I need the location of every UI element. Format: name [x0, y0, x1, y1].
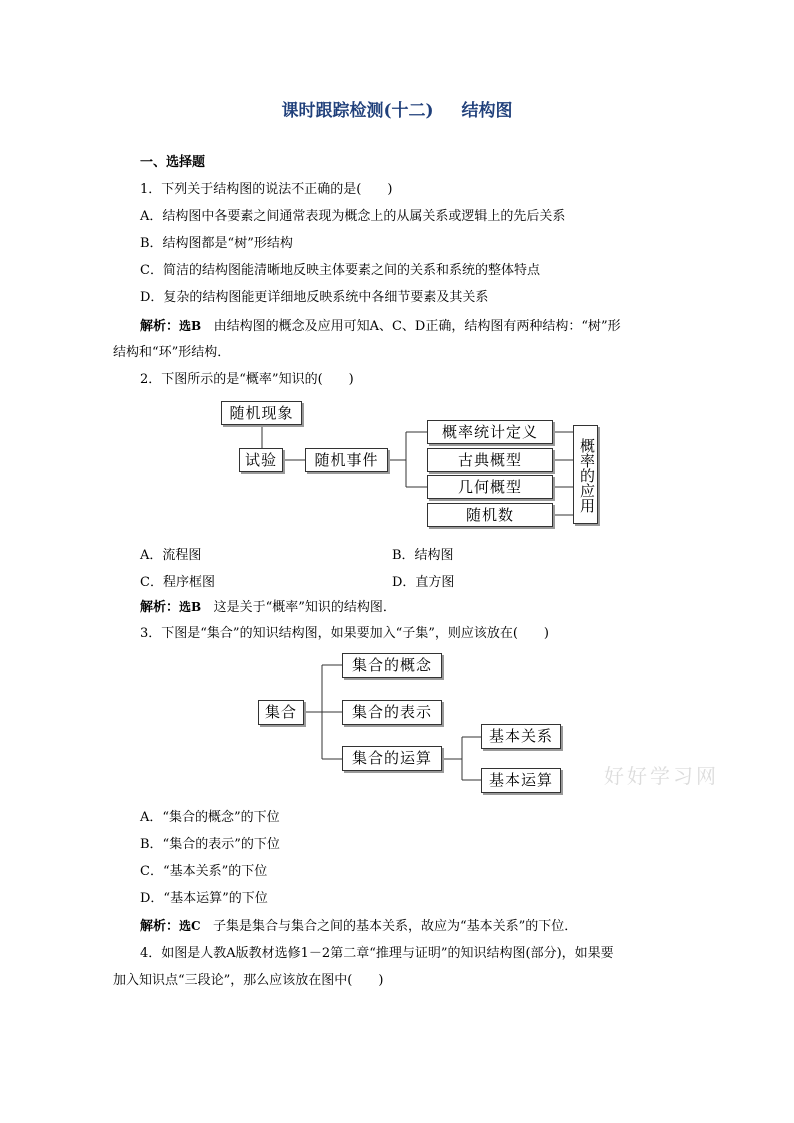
answer-choice: 选B [179, 319, 202, 333]
watermark: 好好学习网 [604, 764, 719, 788]
q4-stem-cont: 加入知识点“三段论”，那么应该放在图中( ) [113, 973, 384, 988]
diagram-node-basic-operation: 基本运算 [481, 768, 561, 793]
answer-choice: 选C [179, 919, 201, 933]
q1-option-d: D．复杂的结构图能更详细地反映系统中各细节要素及其关系 [140, 290, 489, 305]
section-heading: 一、选择题 [140, 155, 206, 170]
title-main: 课时跟踪检测(十二) [281, 101, 434, 121]
q2-option-b: B．结构图 [392, 548, 454, 563]
q3-option-a: A．“集合的概念”的下位 [140, 810, 280, 825]
q2-option-c: C．程序框图 [140, 575, 215, 590]
diagram-node-random-phenomenon: 随机现象 [221, 401, 302, 425]
diagram-node-set-representation: 集合的表示 [342, 700, 442, 725]
answer-label: 解析： [140, 319, 180, 334]
q3-answer [140, 917, 577, 936]
answer-text: 这是关于“概率”知识的结构图． [213, 600, 396, 615]
diagram-node-set-operations: 集合的运算 [342, 746, 442, 771]
q2-option-a: A．流程图 [140, 548, 202, 563]
q3-option-c: C．“基本关系”的下位 [140, 864, 268, 879]
q2-answer [140, 598, 396, 617]
q3-stem: 3．下图是“集合”的知识结构图，如果要加入“子集”，则应该放在( ) [140, 626, 549, 641]
q1-stem: 1．下列关于结构图的说法不正确的是( ) [140, 182, 393, 197]
diagram-node-set-concept: 集合的概念 [342, 653, 442, 678]
q1-option-a: A．结构图中各要素之间通常表现为概念上的从属关系或逻辑上的先后关系 [140, 209, 566, 224]
diagram-node-random-number: 随机数 [427, 503, 553, 527]
q3-option-b: B．“集合的表示”的下位 [140, 837, 280, 852]
answer-choice: 选B [179, 600, 202, 614]
answer-text: 子集是集合与集合之间的基本关系，故应为“基本关系”的下位． [212, 919, 578, 934]
q3-option-d: D．“基本运算”的下位 [140, 891, 268, 906]
title-sub: 结构图 [461, 101, 513, 121]
diagram-node-trial: 试验 [239, 448, 283, 472]
answer-label: 解析： [140, 600, 180, 615]
q2-stem: 2．下图所示的是“概率”知识的( ) [140, 372, 354, 387]
q1-answer [140, 317, 621, 336]
diagram-node-basic-relation: 基本关系 [481, 724, 561, 749]
answer-text: 由结构图的概念及应用可知A、C、D正确，结构图有两种结构：“树”形 [213, 319, 621, 334]
diagram-node-random-event: 随机事件 [305, 448, 388, 472]
diagram-node-geometric-model: 几何概型 [427, 475, 553, 499]
diagram-node-statistical-definition: 概率统计定义 [427, 420, 553, 444]
diagram-node-classical-model: 古典概型 [427, 448, 553, 472]
diagram-node-probability-application: 概率的应用 [573, 425, 598, 524]
q1-option-b: B．结构图都是“树”形结构 [140, 236, 293, 251]
q4-stem: 4．如图是人教A版教材选修1－2第二章“推理与证明”的知识结构图(部分)，如果要 [140, 946, 614, 961]
q1-answer-cont: 结构和“环”形结构． [113, 345, 231, 360]
diagram-node-set: 集合 [258, 700, 304, 725]
page-title [0, 96, 794, 121]
q1-option-c: C．简洁的结构图能清晰地反映主体要素之间的关系和系统的整体特点 [140, 263, 540, 278]
answer-label: 解析： [140, 919, 180, 934]
q2-option-d: D．直方图 [392, 575, 455, 590]
